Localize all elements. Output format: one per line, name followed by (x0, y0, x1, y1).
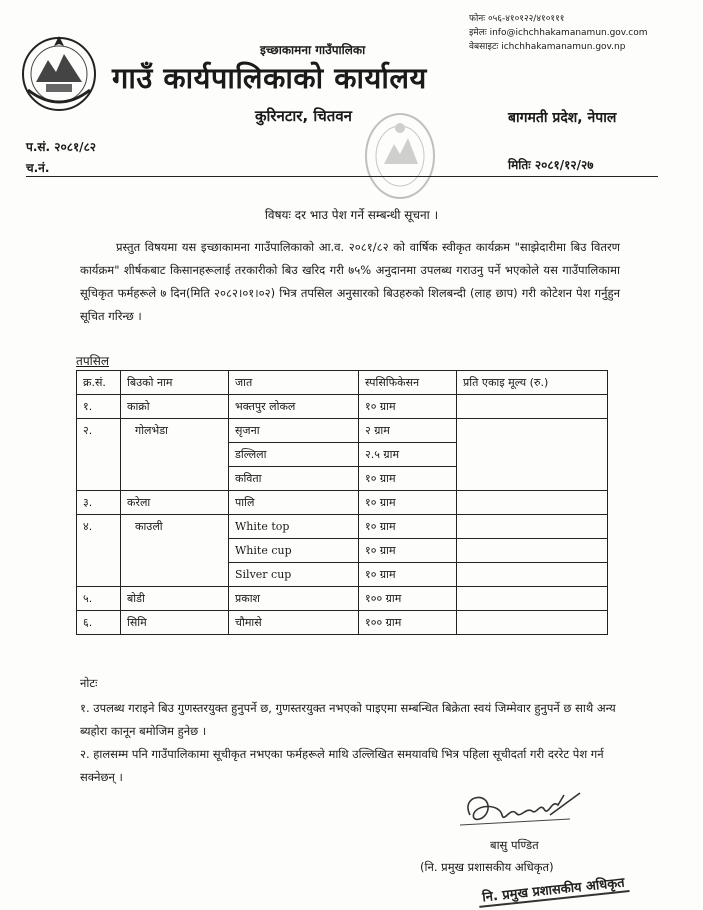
cell-seed-name: करेला (121, 491, 229, 515)
cell-price (457, 491, 608, 515)
cell-price (457, 587, 608, 611)
cell-sn: १. (77, 395, 121, 419)
cell-spec: १० ग्राम (359, 563, 457, 587)
cell-seed-name: सिमि (121, 611, 229, 635)
table-row (77, 587, 608, 611)
header-variety: जात (229, 371, 359, 395)
nepal-emblem-icon (18, 30, 100, 118)
cell-variety: सृजना (229, 419, 359, 443)
signature-icon (440, 785, 590, 833)
cell-spec: १० ग्राम (359, 491, 457, 515)
cell-price (457, 515, 608, 539)
header-unit-price: प्रति एकाइ मूल्य (रु.) (457, 371, 608, 395)
header-seed-name: बिउको नाम (121, 371, 229, 395)
contact-block (469, 12, 659, 54)
office-location: कुरिनटार, चितवन (255, 107, 352, 125)
cell-seed-name: काक्रो (121, 395, 229, 419)
subject-line: विषयः दर भाउ पेश गर्ने सम्बन्धी सूचना । (264, 208, 439, 222)
cell-price (457, 539, 608, 563)
table-row (77, 419, 608, 443)
cell-sn: ३. (77, 491, 121, 515)
cell-variety: डल्लिला (229, 443, 359, 467)
office-title: गाउँ कार्यपालिकाको कार्यालय (112, 61, 427, 95)
signer-designation: (नि. प्रमुख प्रशासकीय अधिकृत) (420, 860, 554, 874)
cell-variety: कविता (229, 467, 359, 491)
website-text: वेबसाइटः ichchhakamanamun.gov.np (469, 42, 626, 52)
cell-seed-name: गोलभेडा (121, 419, 229, 491)
table-header-row (77, 371, 608, 395)
cell-sn: ४. (77, 515, 121, 587)
notes-heading: नोटः (80, 676, 98, 690)
header-sn: क्र.सं. (77, 371, 121, 395)
cell-spec: १०० ग्राम (359, 587, 457, 611)
cell-spec: २ ग्राम (359, 419, 457, 443)
cell-price (457, 395, 608, 419)
cell-sn: ५. (77, 587, 121, 611)
cell-spec: १० ग्राम (359, 515, 457, 539)
seal-watermark-icon (360, 108, 440, 204)
cell-price (457, 611, 608, 635)
cell-variety: चौमासे (229, 611, 359, 635)
cell-variety: White cup (229, 539, 359, 563)
municipality-name: इच्छाकामना गाउँपालिका (260, 43, 366, 57)
phone-text: फोनः ०५६-४१०१२२/४१०१११ (469, 14, 565, 24)
table-row (77, 491, 608, 515)
header-specification: स्पसिफिकेसन (359, 371, 457, 395)
table-row (77, 515, 608, 539)
designation-stamp: नि. प्रमुख प्रशासकीय अधिकृत (477, 872, 629, 908)
cell-variety: White top (229, 515, 359, 539)
reference-number: प.सं. २०८१/८२ (26, 140, 97, 154)
email-text: इमेलः info@ichchhakamanamun.gov.com (469, 28, 648, 38)
province-text: बागमती प्रदेश, नेपाल (508, 110, 617, 126)
cell-spec: १०० ग्राम (359, 611, 457, 635)
table-row (77, 395, 608, 419)
note-item-1: १. उपलब्ध गराइने बिउ गुणस्तरयुक्त हुनुपर्ने छ, गुणस्तरयुक्त नभएको पाइएमा सम्बन्धित बिक्रेता स्वयं जिम्मेवार हुनुपर्ने छ साथै अन्य ब्यहोरा कानून बमोजिम हुनेछ । (80, 701, 616, 738)
cell-spec: १० ग्राम (359, 539, 457, 563)
cell-price (457, 563, 608, 587)
note-item-2: २. हालसम्म पनि गाउँपालिकामा सूचीकृत नभएका फर्महरूले माथि उल्लिखित समयावधि भित्र पहिला सूचीदर्ता गरी दररेट पेश गर्न सक्नेछन् । (80, 747, 604, 784)
cell-price (457, 419, 608, 491)
cell-variety: पालि (229, 491, 359, 515)
document-date: मितिः २०८१/१२/२७ (508, 158, 594, 172)
cell-sn: २. (77, 419, 121, 491)
cell-spec: १० ग्राम (359, 395, 457, 419)
dispatch-number: च.नं. (26, 161, 50, 175)
signer-name: बासु पण्डित (490, 838, 539, 852)
header-divider (26, 176, 658, 177)
cell-variety: प्रकाश (229, 587, 359, 611)
cell-variety: भक्तपुर लोकल (229, 395, 359, 419)
cell-sn: ६. (77, 611, 121, 635)
seed-table (76, 370, 608, 635)
cell-seed-name: काउली (121, 515, 229, 587)
cell-variety: Silver cup (229, 563, 359, 587)
table-caption: तपसिल (76, 354, 110, 368)
cell-seed-name: बोडी (121, 587, 229, 611)
cell-spec: १० ग्राम (359, 467, 457, 491)
table-row (77, 611, 608, 635)
cell-spec: २.५ ग्राम (359, 443, 457, 467)
body-paragraph: प्रस्तुत विषयमा यस इच्छाकामना गाउँपालिकाको आ.व. २०८१/८२ को वार्षिक स्वीकृत कार्यक्रम "साझेदारीमा बिउ वितरण कार्यक्रम" शीर्षकबाट किसानहरूलाई तरकारीको बिउ खरिद गरी ७५% अनुदानमा उपलब्ध गराउनु पर्ने भएकोले यस गाउँपालिकामा सूचिकृत फर्महरूले ७ दिन(मिति २०८२।०१।०२) भित्र तपसिल अनुसारको बिउहरुको शिलबन्दी (लाह छाप) गरी कोटेशन पेश गर्नुहुन सूचित गरिन्छ । (80, 240, 620, 323)
